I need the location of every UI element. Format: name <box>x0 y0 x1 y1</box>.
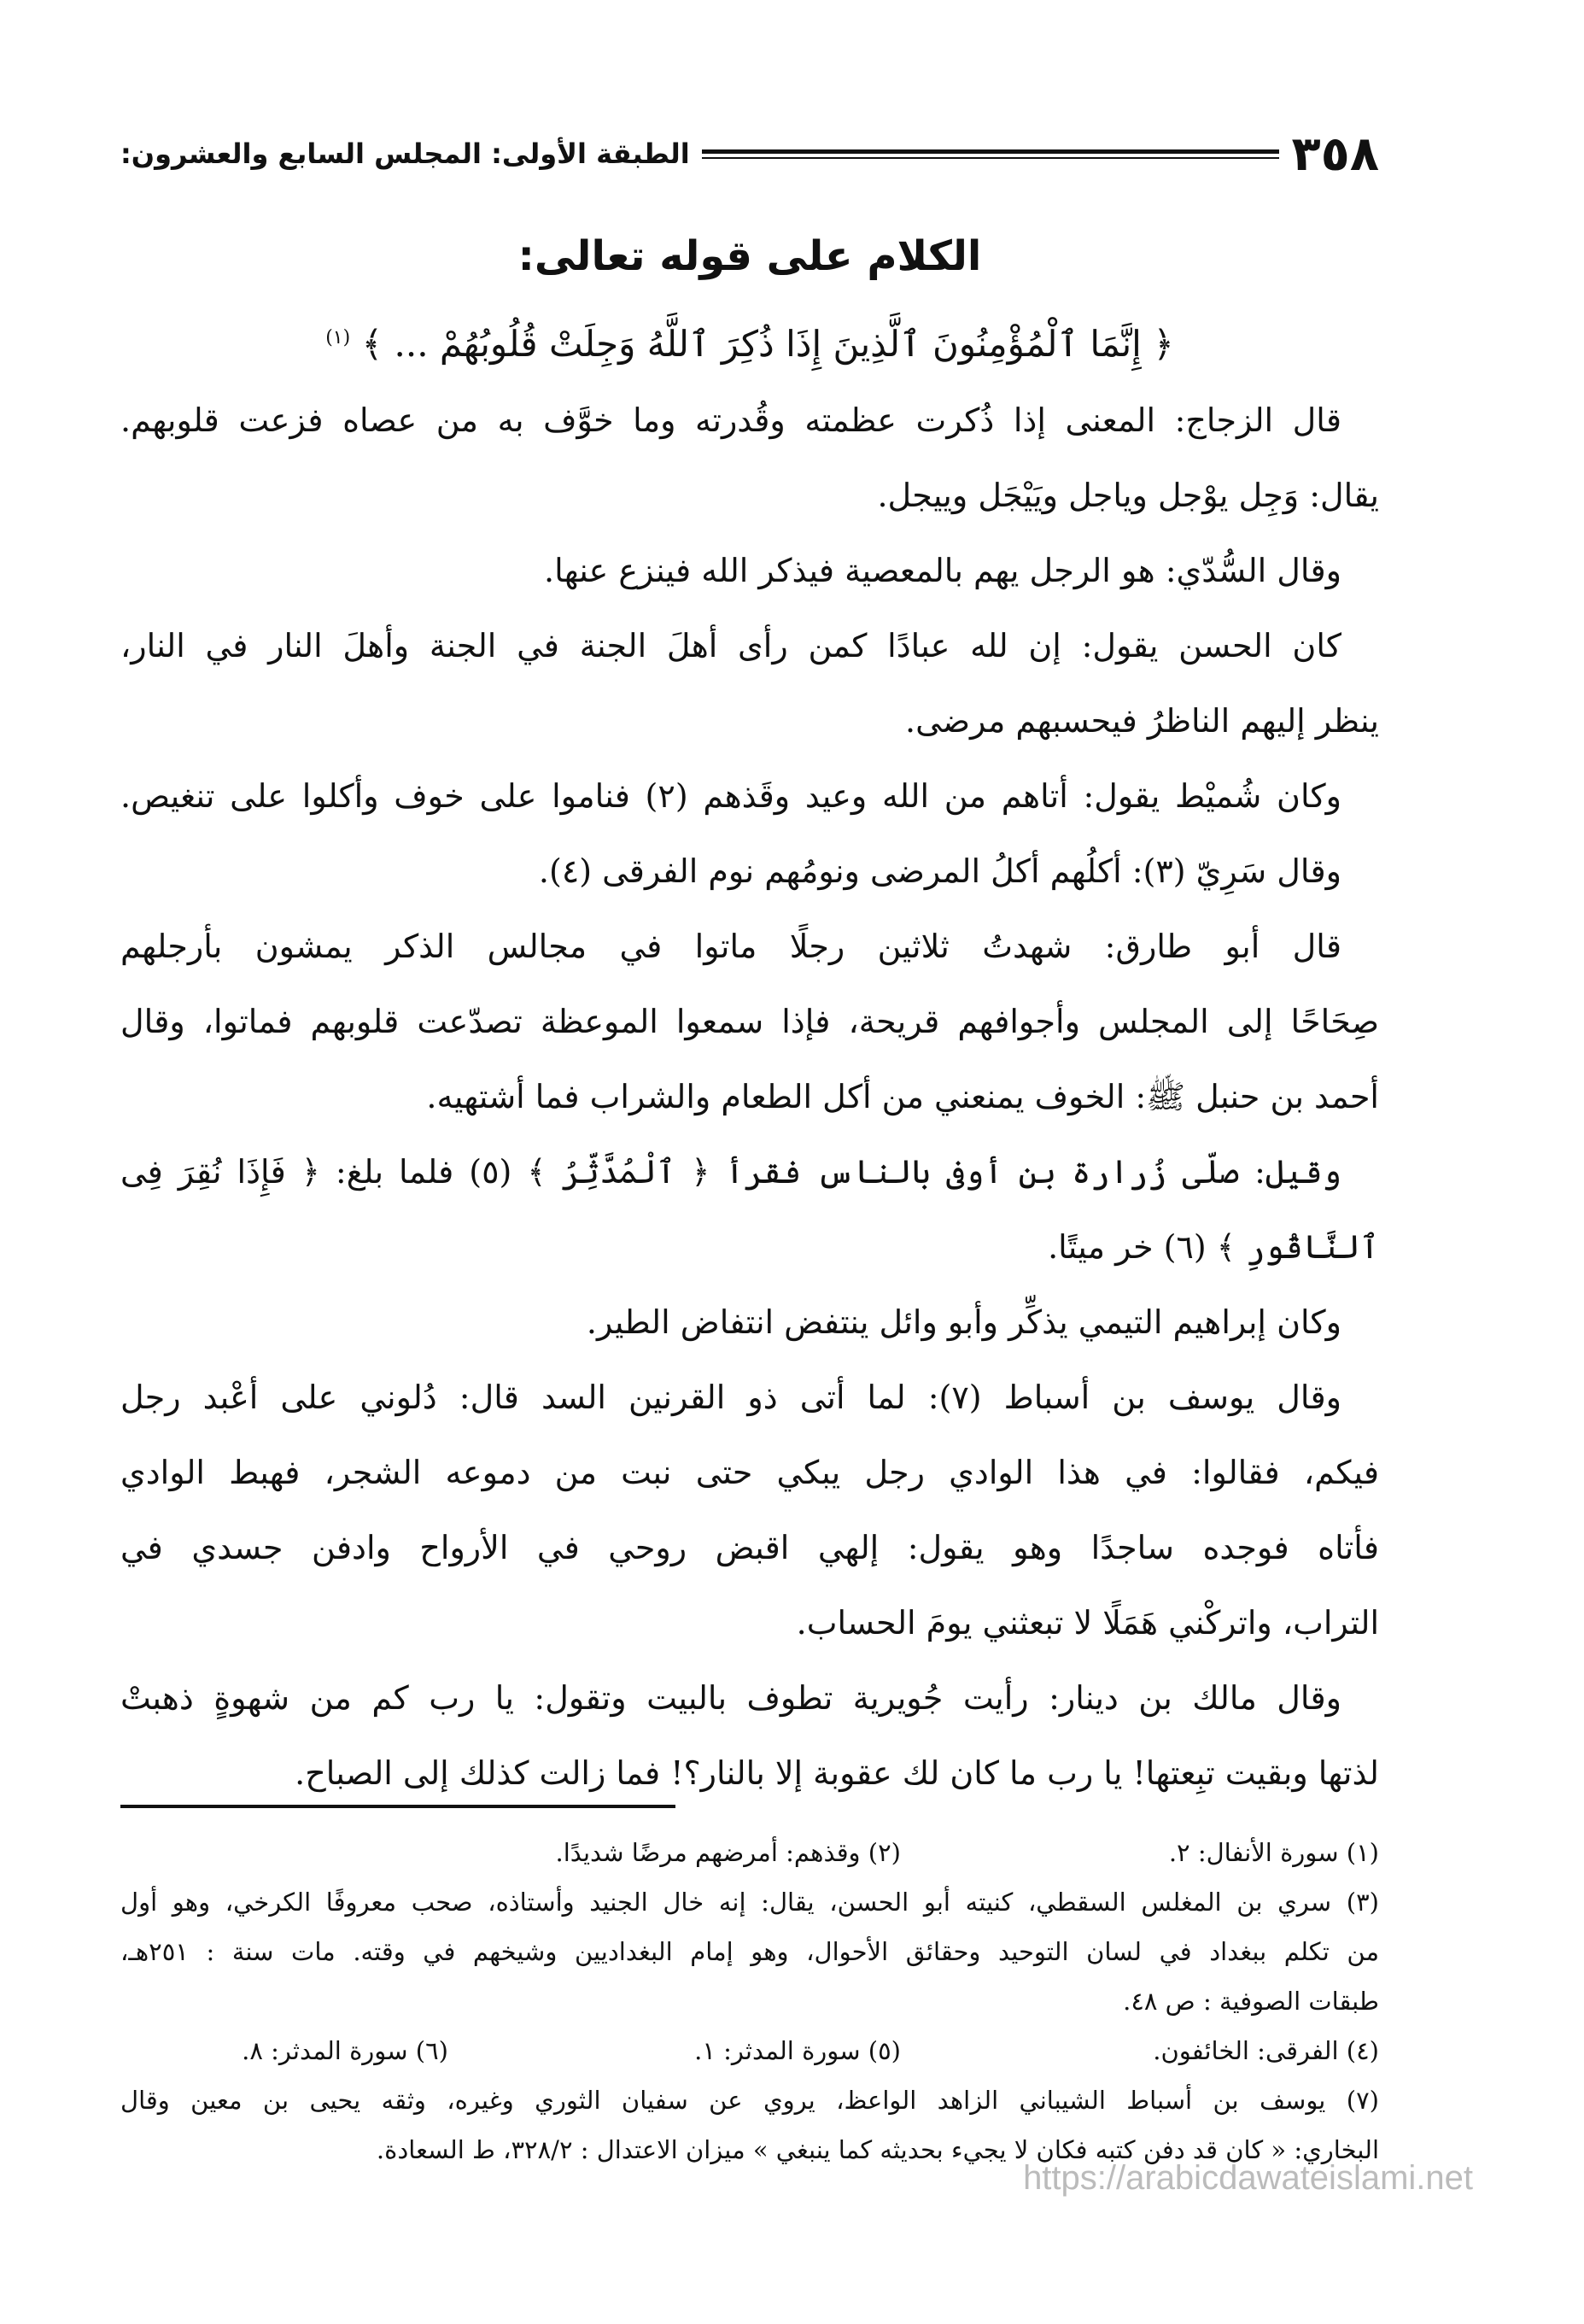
body-line: فيكم، فقالوا: في هذا الوادي رجل يبكي حتى نبت من دموعه الشجر، فهبط الوادي <box>120 1454 1379 1491</box>
footnote-3-line: طبقات الصوفية : ص ٤٨. <box>1123 1987 1379 2016</box>
body-line: التراب، واتركْني هَمَلًا لا تبعثني يومَ الحساب. <box>796 1604 1379 1642</box>
body-line: وقال مالك بن دينار: رأيت جُويرية تطوف بالبيت وتقول: يا رب كم من شهوةٍ ذهبتْ <box>120 1679 1341 1717</box>
body-line: وقال السُّدّي: هو الرجل يهم بالمعصية فيذكر الله فينزع عنها. <box>544 552 1341 589</box>
body-line: فأتاه فوجده ساجدًا وهو يقول: إلهي اقبض روحي في الأرواح وادفن جسدي في <box>120 1529 1379 1566</box>
footnote-7-line: (٧) يوسف بن أسباط الشيباني الزاهد الواعظ، يروي عن سفيان الثوري وغيره، وثقه يحيى بن معين وقال <box>120 2086 1379 2115</box>
footnote-6: (٦) سورة المدثر: ٨. <box>242 2036 448 2065</box>
footnote-7-line: البخاري: « كان قد دفن كتبه فكان لا يجيء بحديثه كما ينبغي » ميزان الاعتدال : ٣٢٨/٢، ط السعادة. <box>376 2135 1379 2164</box>
verse-text: ﴿ إِنَّمَا ٱلْمُؤْمِنُونَ ٱلَّذِينَ إِذَا ذُكِرَ ٱللَّهُ وَجِلَتْ قُلُوبُهُمْ ... ﴾ <box>361 323 1174 365</box>
footnote-5: (٥) سورة المدثر: ١. <box>694 2036 901 2065</box>
body-line: قال الزجاج: المعنى إذا ذُكرت عظمته وقُدرته وما خوَّف به من عصاه فزعت قلوبهم. <box>120 401 1341 439</box>
body-line: وقال يوسف بن أسباط (٧): لما أتى ذو القرنين السد قال: دُلوني على أعْبد رجل <box>120 1379 1341 1416</box>
body-line: يقال: وَجِل يوْجل وياجل ويَيْجَل وييجل. <box>877 477 1379 514</box>
footnote-1: (١) سورة الأنفال: ٢. <box>1168 1838 1379 1867</box>
footnote-row <box>120 1828 1379 1877</box>
body-line: لذتها وبقيت تبِعتها! يا رب ما كان لك عقوبة إلا بالنار؟! فما زالت كذلك إلى الصباح. <box>295 1754 1379 1792</box>
body-text <box>120 383 1379 1811</box>
page-header <box>120 126 1379 182</box>
body-line: أحمد بن حنبل ﷺ: الخوف يمنعني من أكل الطعام والشراب فما أشتهيه. <box>426 1078 1379 1115</box>
footnote-3-line: (٣) سري بن المغلس السقطي، كنيته أبو الحسن، يقال: إنه خال الجنيد وأستاذه، صحب معروفًا الكرخي، وهو أول <box>120 1888 1379 1917</box>
footnote-row <box>120 2026 1379 2075</box>
body-line: وكان إبراهيم التيمي يذكِّر وأبو وائل ينتفض انتفاض الطير. <box>586 1303 1341 1341</box>
footnote-2: (٢) وقذهم: أمرضهم مرضًا شديدًا. <box>555 1838 901 1867</box>
footnotes <box>120 1828 1379 2175</box>
body-line: قال أبو طارق: شهدتُ ثلاثين رجلًا ماتوا في مجالس الذكر يمشون بأرجلهم <box>120 928 1341 965</box>
body-line: وقال سَرِيّ (٣): أكلُهم أكلُ المرضى ونومُهم نوم الفرقى (٤). <box>538 852 1341 890</box>
header-rule <box>702 149 1280 159</box>
footnote-ref: (١) <box>325 327 351 348</box>
footnote-separator <box>120 1805 675 1808</box>
quran-verse <box>120 323 1379 365</box>
running-title: الطبقة الأولى: المجلس السابع والعشرون: <box>120 138 690 170</box>
section-title: الكلام على قوله تعالى: <box>517 232 982 280</box>
body-line: ٱلنَّاقُورِ ﴾ (٦) خر ميتًا. <box>1048 1228 1379 1266</box>
body-line: وقيل: صلّى زُرارة بن أوفى بالناس فقرأ ﴿ ٱلْمُدَّثِّرُ ﴾ (٥) فلما بلغ: ﴿ فَإِذَا نُقِرَ فِى <box>120 1153 1342 1191</box>
body-line: كان الحسن يقول: إن لله عبادًا كمن رأى أهلَ الجنة في الجنة وأهلَ النار في النار، <box>120 627 1341 664</box>
page-number: ٣٥٨ <box>1291 126 1379 182</box>
footnote-4: (٤) الفرقى: الخائفون. <box>1153 2036 1379 2065</box>
watermark-url: https://arabicdawateislami.net <box>1023 2159 1473 2197</box>
body-line: ينظر إليهم الناظرُ فيحسبهم مرضى. <box>905 702 1379 740</box>
footnote-3-line: من تكلم ببغداد في لسان التوحيد وحقائق الأحوال، وهو إمام البغداديين وشيخهم في وقته. مات سنة : ٢٥١هـ، <box>120 1937 1379 1966</box>
body-line: وكان شُميْط يقول: أتاهم من الله وعيد وقَذهم (٢) فناموا على خوف وأكلوا على تنغيص. <box>120 777 1341 815</box>
body-line: صِحَاحًا إلى المجلس وأجوافهم قريحة، فإذا سمعوا الموعظة تصدّعت قلوبهم فماتوا، وقال <box>120 1003 1379 1040</box>
